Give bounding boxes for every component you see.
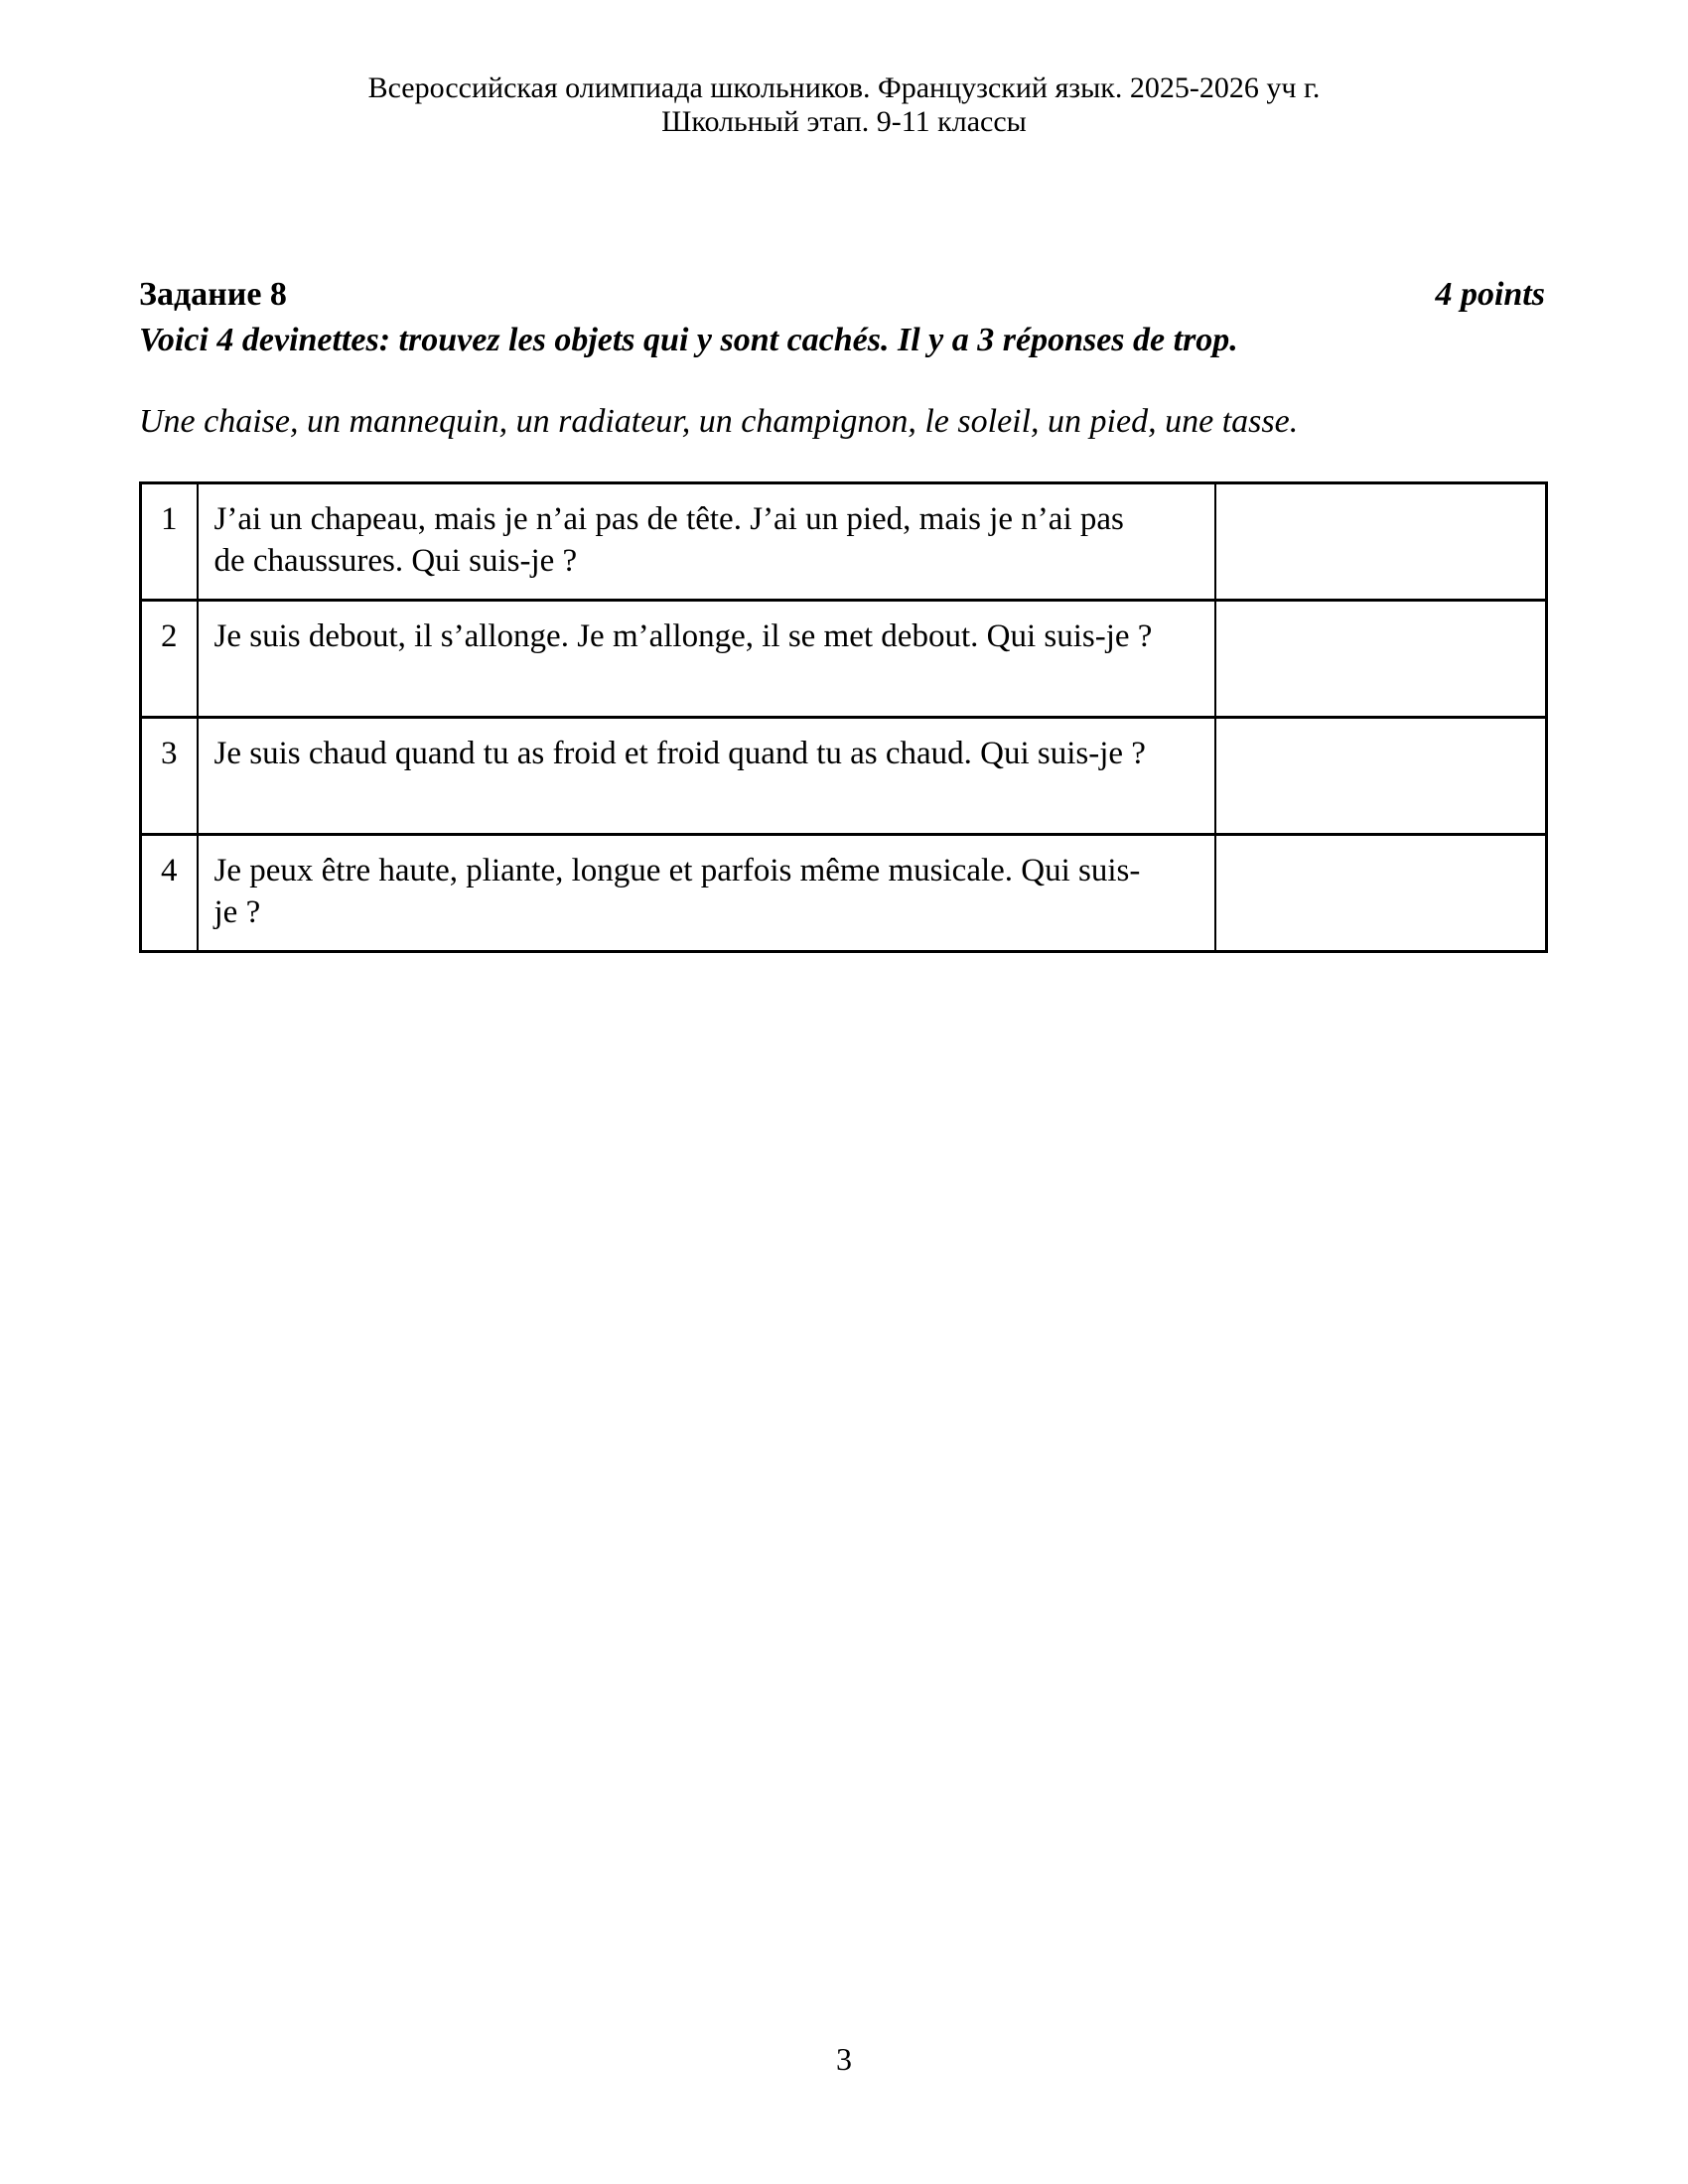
table-row xyxy=(141,483,1547,601)
word-bank: Une chaise, un mannequin, un radiateur, un champignon, le soleil, un pied, une tasse. xyxy=(139,403,1299,440)
row-number: 3 xyxy=(141,718,198,835)
row-number: 2 xyxy=(141,601,198,718)
riddle-text: J’ai un chapeau, mais je n’ai pas de tête. J’ai un pied, mais je n’ai pas de chaussures. Qui suis-je ? xyxy=(198,483,1215,601)
task-title: Задание 8 xyxy=(139,276,287,313)
header-line-1: Всероссийская олимпиада школьников. Французский язык. 2025-2026 уч г. xyxy=(367,71,1321,104)
answer-cell xyxy=(1215,601,1547,718)
page-number: 3 xyxy=(836,2041,852,2077)
table-row xyxy=(141,835,1547,952)
table-row xyxy=(141,718,1547,835)
answer-cell xyxy=(1215,718,1547,835)
riddle-text: Je suis chaud quand tu as froid et froid quand tu as chaud. Qui suis-je ? xyxy=(198,718,1215,835)
task-points: 4 points xyxy=(1435,276,1545,313)
task-header-row xyxy=(139,272,1545,318)
document-header xyxy=(0,71,1688,139)
riddle-text: Je suis debout, il s’allonge. Je m’allonge, il se met debout. Qui suis-je ? xyxy=(198,601,1215,718)
header-line-2: Школьный этап. 9-11 классы xyxy=(661,105,1027,138)
riddles-table xyxy=(139,481,1548,953)
row-number: 4 xyxy=(141,835,198,952)
row-number: 1 xyxy=(141,483,198,601)
page-content xyxy=(139,272,1545,953)
riddle-text: Je peux être haute, pliante, longue et parfois même musicale. Qui suis-je ? xyxy=(198,835,1215,952)
table-row xyxy=(141,601,1547,718)
answer-cell xyxy=(1215,483,1547,601)
task-instruction: Voici 4 devinettes: trouvez les objets qui y sont cachés. Il y a 3 réponses de trop. xyxy=(139,322,1238,358)
answer-cell xyxy=(1215,835,1547,952)
